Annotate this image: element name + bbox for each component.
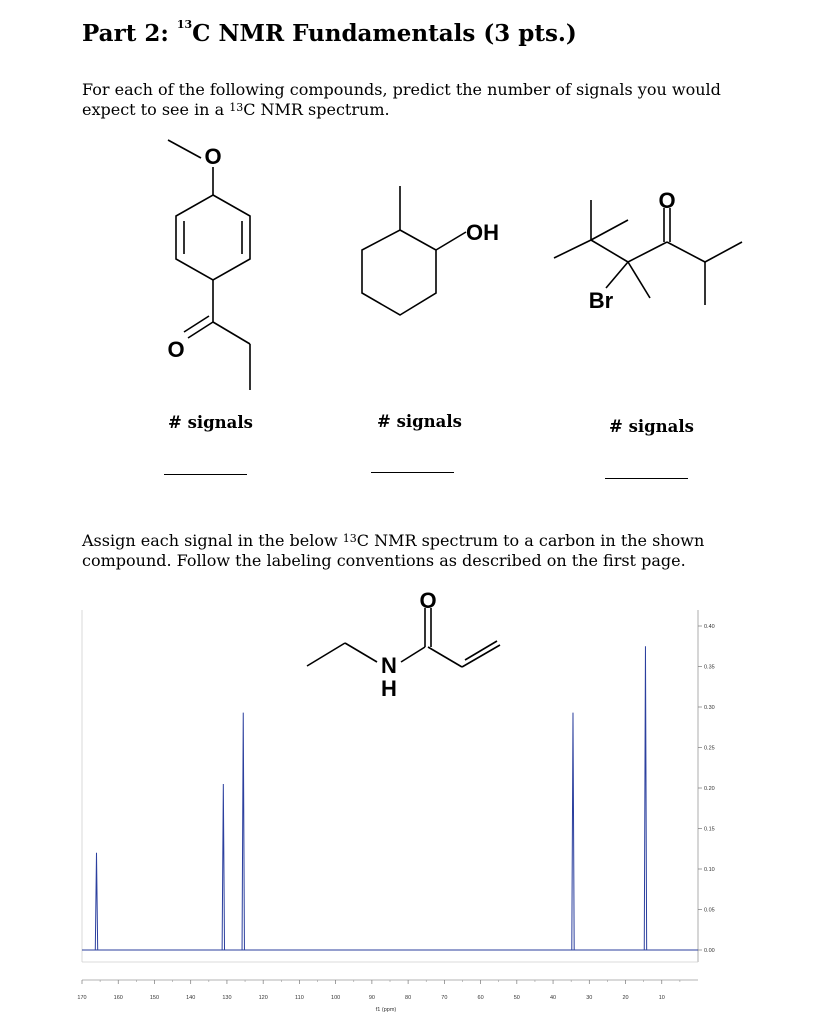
nmr-peak-4 xyxy=(572,713,574,950)
page-title: Part 2: $^{13}$C NMR Fundamentals (3 pts.) xyxy=(82,18,577,47)
x-tick-label: 150 xyxy=(149,995,160,1001)
question-2-line-2: compound. Follow the labeling conventions as described on the first page. xyxy=(82,551,686,570)
x-tick-label: 80 xyxy=(405,995,412,1001)
y-tick-label: 0.20 xyxy=(704,786,715,792)
y-tick-label: 0.15 xyxy=(704,826,715,833)
nitrogen-atom-label: N xyxy=(381,653,397,678)
spectrum-compound-structure xyxy=(307,608,500,667)
oxygen-atom-label: O xyxy=(204,144,222,169)
y-tick-label: 0.05 xyxy=(704,907,715,914)
y-tick-label: 0.00 xyxy=(704,948,715,954)
nmr-peak-3 xyxy=(242,713,244,950)
y-tick-label: 0.25 xyxy=(704,745,715,752)
x-tick-label: 130 xyxy=(222,995,232,1001)
question-1-line-1: For each of the following compounds, predict the number of signals you would xyxy=(82,80,721,99)
y-tick-label: 0.30 xyxy=(704,705,715,711)
x-tick-label: 60 xyxy=(477,995,484,1001)
x-tick-label: 30 xyxy=(586,995,593,1001)
x-tick-label: 160 xyxy=(113,995,123,1001)
question-1-line-2: expect to see in a $^{13}$C NMR spectrum. xyxy=(82,100,390,119)
spectrum-peaks xyxy=(95,646,646,950)
y-tick-label: 0.35 xyxy=(704,664,715,671)
x-tick-label: 100 xyxy=(331,995,341,1001)
bromine-atom-label: Br xyxy=(588,288,614,313)
hydrogen-atom-label: H xyxy=(381,676,397,701)
x-tick-label: 20 xyxy=(622,995,629,1001)
x-tick-label: 70 xyxy=(441,995,448,1001)
x-tick-label: 110 xyxy=(295,995,304,1001)
question-2-line-1: Assign each signal in the below $^{13}$C NMR spectrum to a carbon in the shown xyxy=(82,531,705,550)
y-tick-label: 0.10 xyxy=(704,867,715,873)
nmr-peak-2 xyxy=(222,784,224,950)
x-tick-label: 140 xyxy=(186,995,196,1001)
signals-label-1: # signals xyxy=(168,413,253,432)
hydroxyl-label: OH xyxy=(466,220,499,245)
oxygen-atom-label: O xyxy=(167,337,185,362)
x-tick-label: 170 xyxy=(77,995,87,1001)
nmr-peak-5 xyxy=(644,646,646,950)
x-tick-label: 90 xyxy=(368,995,375,1001)
oxygen-atom-label: O xyxy=(658,188,676,213)
x-tick-label: 10 xyxy=(658,995,665,1001)
oxygen-atom-label: O xyxy=(419,588,437,613)
x-tick-label: 40 xyxy=(549,995,557,1001)
nmr-peak-1 xyxy=(95,853,97,950)
x-axis-ticks xyxy=(77,980,679,1001)
y-axis-ticks xyxy=(698,624,715,954)
x-tick-label: 120 xyxy=(258,995,268,1001)
signals-label-2: # signals xyxy=(377,412,462,431)
signals-label-3: # signals xyxy=(609,417,694,436)
y-tick-label: 0.40 xyxy=(704,624,715,630)
x-axis-label: f1 (ppm) xyxy=(375,1007,397,1013)
x-tick-label: 50 xyxy=(513,995,520,1001)
